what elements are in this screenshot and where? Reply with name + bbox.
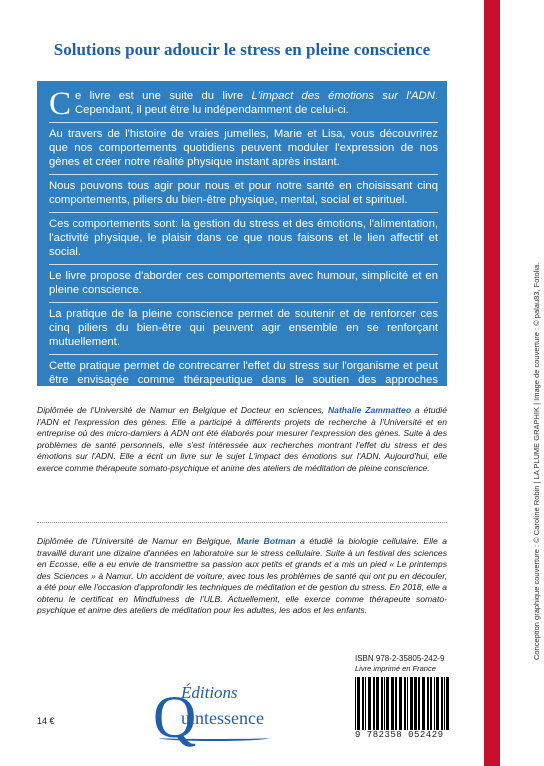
blurb-paragraph-5: Le livre propose d'aborder ces comportements avec humour, simplicité et en pleine conscience.: [49, 264, 438, 297]
bio-divider: [37, 522, 447, 523]
publisher-swirl: [159, 735, 269, 741]
publisher-initial: Q: [153, 684, 197, 750]
printed-in-france: Livre imprimé en France: [355, 664, 436, 673]
bio1-intro: Diplômée de l'Université de Namur en Belgique et Docteur en sciences,: [37, 405, 328, 415]
bio2-text: a étudié la biologie cellulaire. Elle a travaillé durant une dizaine d'années en laboratoire sur le stress cellulaire. Suite à un festival des sciences en Ecosse, elle a eu envie de transmettre sa passion aux petits et grands et a mis un pied « Le printemps des Sciences » à Namur. Un accident de voiture, avec tous les problèmes de santé qui ont pu en découler, a été pour elle l'occasion d'approfondir les techniques de méditation et de gestion du stress. En 2018, elle a obtenu le certificat en Mindfulness de l'ULB. Actuellement, elle exerce comme thérapeute somato-psychique et anime des ateliers de méditation pour les adultes, les ados et les enfants.: [37, 536, 447, 615]
blurb-paragraph-6: La pratique de la pleine conscience permet de soutenir et de renforcer ces cinq piliers du bien-être qui peuvent agir ensemble en se renforçant mutuellement.: [49, 302, 438, 349]
spine-red-strip: [484, 0, 500, 766]
publisher-name: uintessence: [181, 708, 264, 728]
cover-credits: Conception graphique couverture : © Caroline Robin | LA PLUME GRAPHIK | Image de couverture : © palau83, Fotolia.: [532, 262, 541, 660]
blurb-p1-lead: e livre est une suite du livre: [75, 90, 252, 102]
blurb-paragraph-4: Ces comportements sont: la gestion du stress et des émotions, l'alimentation, l'activité physique, le plaisir dans ce que nous faisons et le lien affectif et social.: [49, 212, 438, 259]
author-bio-zammatteo: [37, 405, 447, 474]
blurb-box: [37, 81, 447, 400]
blurb-paragraph-2: Au travers de l'histoire de vraies jumelles, Marie et Lisa, vous découvrirez que nos comportements quotidiens peuvent moduler l'expression de nos gènes et créer notre réalité physique instant après instant.: [49, 122, 438, 169]
price: 14 €: [37, 716, 55, 726]
isbn-block: [355, 654, 483, 740]
author-bio-botman: [37, 536, 447, 617]
publisher-logo: [153, 681, 283, 755]
publisher-editions: Éditions: [181, 683, 238, 702]
author-name-botman: Marie Botman: [236, 536, 296, 546]
barcode-bar: [449, 677, 451, 730]
bio1-text: a étudié l'ADN et l'expression des gènes. Elle a participé à différents projets de recherche à l'Université et en entreprise où des micro-damiers à ADN ont été élaborés pour mesurer l'expression des gènes. Suite à des problèmes de santé personnels, elle s'est intéressée aux recherches montrant l'effet du stress et des émotions sur l'ADN. Elle a écrit un livre sur le sujet L'impact des émotions sur l'ADN. Aujourd'hui, elle exerce comme thérapeute somato-psychique et anime des ateliers de méditation de pleine conscience.: [37, 405, 447, 473]
blurb-paragraph-3: Nous pouvons tous agir pour nous et pour notre santé en choisissant cinq comportements, piliers du bien-être physique, mental, social et spirituel.: [49, 174, 438, 207]
drop-cap: C: [49, 86, 72, 122]
barcode-digits: 9 782358 052429: [355, 730, 444, 740]
blurb-paragraph-1: [49, 86, 439, 122]
back-cover-title: Solutions pour adoucir le stress en pleine conscience: [53, 40, 431, 59]
isbn-number: ISBN 978-2-35805-242-9: [355, 654, 445, 663]
book-title-reference: L'impact des émotions sur l'ADN: [251, 90, 435, 102]
blurb-paragraph-7: Cette pratique permet de contrecarrer l'effet du stress sur l'organisme et peut être envisagée comme thérapeutique dans le soutien des approches médicales et psychologiques.: [49, 354, 438, 401]
blurb-p1-rest: . Cependant, il peut être lu indépendamment de celui-ci.: [75, 90, 439, 116]
author-name-zammatteo: Nathalie Zammatteo: [327, 405, 412, 415]
bio2-intro: Diplômée de l'Université de Namur en Belgique,: [37, 536, 237, 546]
barcode: [355, 677, 477, 730]
